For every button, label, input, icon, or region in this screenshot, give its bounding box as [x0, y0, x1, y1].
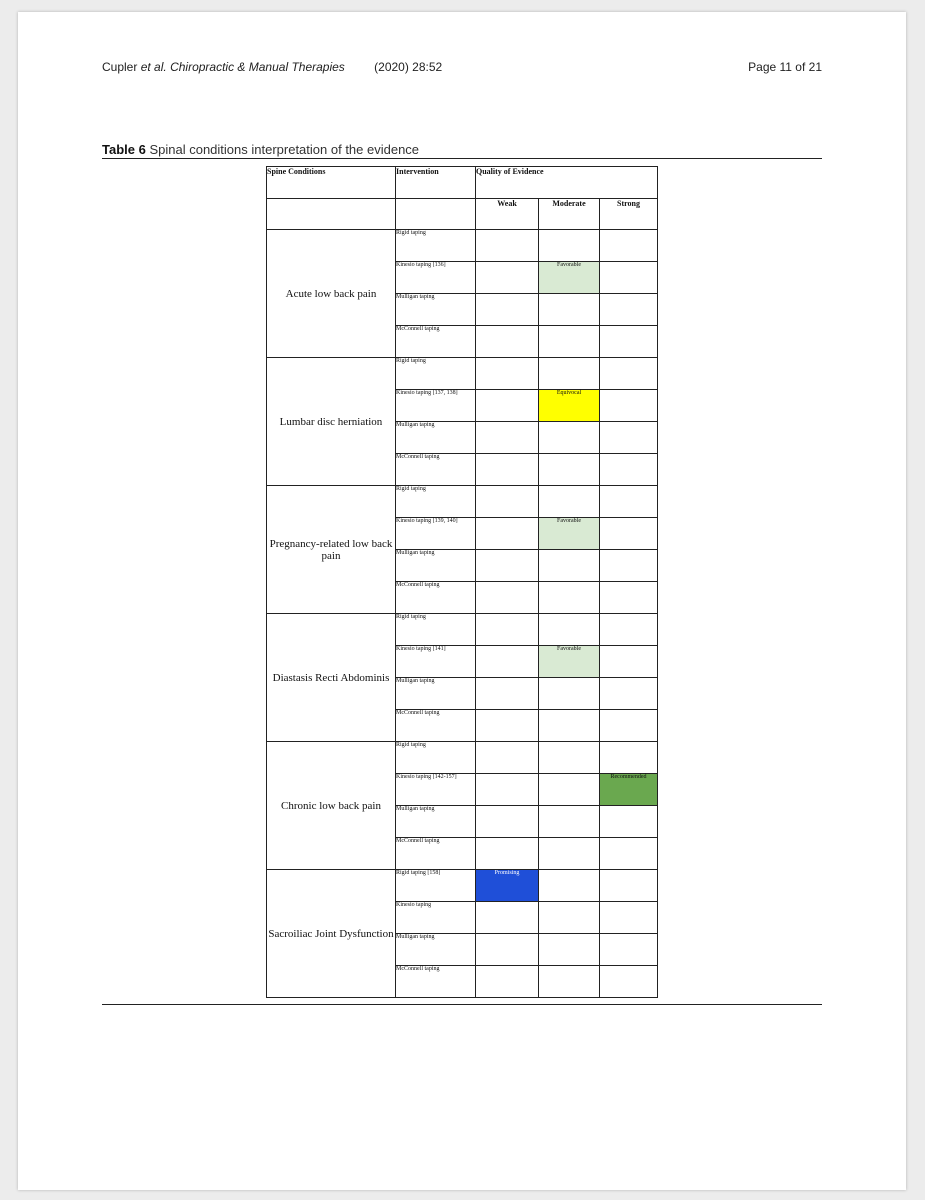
moderate-evidence-cell — [539, 358, 600, 390]
strong-evidence-cell — [600, 678, 658, 710]
moderate-evidence-cell: Favorable — [539, 646, 600, 678]
weak-evidence-cell — [476, 742, 539, 774]
moderate-evidence-cell — [539, 710, 600, 742]
intervention-cell: McConnell taping — [396, 326, 476, 358]
intervention-cell: Mulligan taping — [396, 806, 476, 838]
weak-evidence-cell — [476, 358, 539, 390]
intervention-cell: McConnell taping — [396, 582, 476, 614]
moderate-evidence-cell — [539, 230, 600, 262]
weak-evidence-cell — [476, 230, 539, 262]
weak-evidence-cell — [476, 806, 539, 838]
intervention-cell: Mulligan taping — [396, 294, 476, 326]
strong-evidence-cell — [600, 870, 658, 902]
table-row — [267, 870, 658, 902]
strong-evidence-cell — [600, 486, 658, 518]
table-label: Table 6 — [102, 142, 146, 157]
strong-evidence-cell — [600, 934, 658, 966]
condition-cell: Chronic low back pain — [267, 742, 396, 870]
moderate-evidence-cell: Favorable — [539, 262, 600, 294]
condition-cell: Diastasis Recti Abdominis — [267, 614, 396, 742]
moderate-header: Moderate — [539, 199, 600, 230]
running-head — [102, 60, 442, 74]
weak-evidence-cell — [476, 550, 539, 582]
intervention-cell: Rigid taping — [396, 614, 476, 646]
strong-evidence-cell — [600, 262, 658, 294]
strong-evidence-cell — [600, 742, 658, 774]
strong-evidence-cell — [600, 326, 658, 358]
moderate-evidence-cell — [539, 550, 600, 582]
page — [18, 12, 906, 1190]
moderate-evidence-cell: Equivocal — [539, 390, 600, 422]
weak-evidence-cell — [476, 262, 539, 294]
weak-evidence-cell — [476, 934, 539, 966]
weak-evidence-cell — [476, 678, 539, 710]
strong-evidence-cell — [600, 230, 658, 262]
evidence-table — [266, 166, 658, 998]
intervention-cell: McConnell taping — [396, 966, 476, 998]
condition-cell: Acute low back pain — [267, 230, 396, 358]
weak-evidence-cell — [476, 422, 539, 454]
weak-evidence-cell — [476, 518, 539, 550]
table-row — [267, 614, 658, 646]
moderate-evidence-cell — [539, 966, 600, 998]
intervention-cell: McConnell taping — [396, 838, 476, 870]
intervention-cell: Rigid taping — [396, 486, 476, 518]
moderate-evidence-cell — [539, 614, 600, 646]
weak-evidence-cell — [476, 614, 539, 646]
citation: (2020) 28:52 — [374, 60, 443, 74]
intervention-cell: Kinesio taping [137, 138] — [396, 390, 476, 422]
condition-cell: Lumbar disc herniation — [267, 358, 396, 486]
empty-header-cell — [396, 199, 476, 230]
table-row — [267, 230, 658, 262]
page-number: Page 11 of 21 — [748, 60, 822, 74]
top-rule — [102, 158, 822, 159]
weak-evidence-cell — [476, 390, 539, 422]
strong-evidence-cell — [600, 550, 658, 582]
weak-header: Weak — [476, 199, 539, 230]
weak-evidence-cell — [476, 966, 539, 998]
table-body — [267, 230, 658, 998]
intervention-cell: Rigid taping — [396, 358, 476, 390]
empty-header-cell — [267, 199, 396, 230]
moderate-evidence-cell — [539, 454, 600, 486]
table-row — [267, 358, 658, 390]
strong-header: Strong — [600, 199, 658, 230]
moderate-evidence-cell — [539, 326, 600, 358]
intervention-cell: Kinesio taping [142-157] — [396, 774, 476, 806]
authors-prefix: Cupler — [102, 60, 138, 74]
moderate-evidence-cell — [539, 422, 600, 454]
strong-evidence-cell: Recommended — [600, 774, 658, 806]
moderate-evidence-cell — [539, 678, 600, 710]
weak-evidence-cell — [476, 582, 539, 614]
intervention-cell: McConnell taping — [396, 454, 476, 486]
weak-evidence-cell — [476, 454, 539, 486]
moderate-evidence-cell — [539, 870, 600, 902]
moderate-evidence-cell — [539, 902, 600, 934]
intervention-cell: Kinesio taping [139, 140] — [396, 518, 476, 550]
intervention-cell: Mulligan taping — [396, 678, 476, 710]
condition-cell: Pregnancy-related low back pain — [267, 486, 396, 614]
strong-evidence-cell — [600, 582, 658, 614]
intervention-cell: Rigid taping [158] — [396, 870, 476, 902]
authors-suffix: et al. — [140, 60, 167, 74]
intervention-cell: Kinesio taping [136] — [396, 262, 476, 294]
strong-evidence-cell — [600, 358, 658, 390]
quality-header: Quality of Evidence — [476, 167, 658, 199]
header-row — [267, 167, 658, 199]
strong-evidence-cell — [600, 966, 658, 998]
strong-evidence-cell — [600, 614, 658, 646]
strong-evidence-cell — [600, 838, 658, 870]
weak-evidence-cell — [476, 838, 539, 870]
strong-evidence-cell — [600, 422, 658, 454]
moderate-evidence-cell — [539, 774, 600, 806]
weak-evidence-cell: Promising — [476, 870, 539, 902]
journal-name: Chiropractic & Manual Therapies — [170, 60, 345, 74]
weak-evidence-cell — [476, 326, 539, 358]
table-row — [267, 486, 658, 518]
intervention-cell: Mulligan taping — [396, 550, 476, 582]
intervention-cell: Mulligan taping — [396, 422, 476, 454]
intervention-header: Intervention — [396, 167, 476, 199]
moderate-evidence-cell — [539, 742, 600, 774]
conditions-header: Spine Conditions — [267, 167, 396, 199]
intervention-cell: Rigid taping — [396, 742, 476, 774]
bottom-rule — [102, 1004, 822, 1005]
weak-evidence-cell — [476, 902, 539, 934]
strong-evidence-cell — [600, 294, 658, 326]
strong-evidence-cell — [600, 710, 658, 742]
table-row — [267, 742, 658, 774]
strong-evidence-cell — [600, 806, 658, 838]
intervention-cell: Kinesio taping — [396, 902, 476, 934]
moderate-evidence-cell — [539, 582, 600, 614]
intervention-cell: Rigid taping — [396, 230, 476, 262]
strong-evidence-cell — [600, 518, 658, 550]
weak-evidence-cell — [476, 486, 539, 518]
intervention-cell: McConnell taping — [396, 710, 476, 742]
table-title: Spinal conditions interpretation of the evidence — [149, 142, 420, 157]
weak-evidence-cell — [476, 294, 539, 326]
moderate-evidence-cell: Favorable — [539, 518, 600, 550]
moderate-evidence-cell — [539, 294, 600, 326]
moderate-evidence-cell — [539, 806, 600, 838]
weak-evidence-cell — [476, 710, 539, 742]
strong-evidence-cell — [600, 390, 658, 422]
strong-evidence-cell — [600, 902, 658, 934]
intervention-cell: Kinesio taping [141] — [396, 646, 476, 678]
moderate-evidence-cell — [539, 838, 600, 870]
weak-evidence-cell — [476, 646, 539, 678]
moderate-evidence-cell — [539, 486, 600, 518]
intervention-cell: Mulligan taping — [396, 934, 476, 966]
table-caption — [102, 142, 419, 157]
strong-evidence-cell — [600, 454, 658, 486]
weak-evidence-cell — [476, 774, 539, 806]
moderate-evidence-cell — [539, 934, 600, 966]
strong-evidence-cell — [600, 646, 658, 678]
subheader-row — [267, 199, 658, 230]
condition-cell: Sacroiliac Joint Dysfunction — [267, 870, 396, 998]
